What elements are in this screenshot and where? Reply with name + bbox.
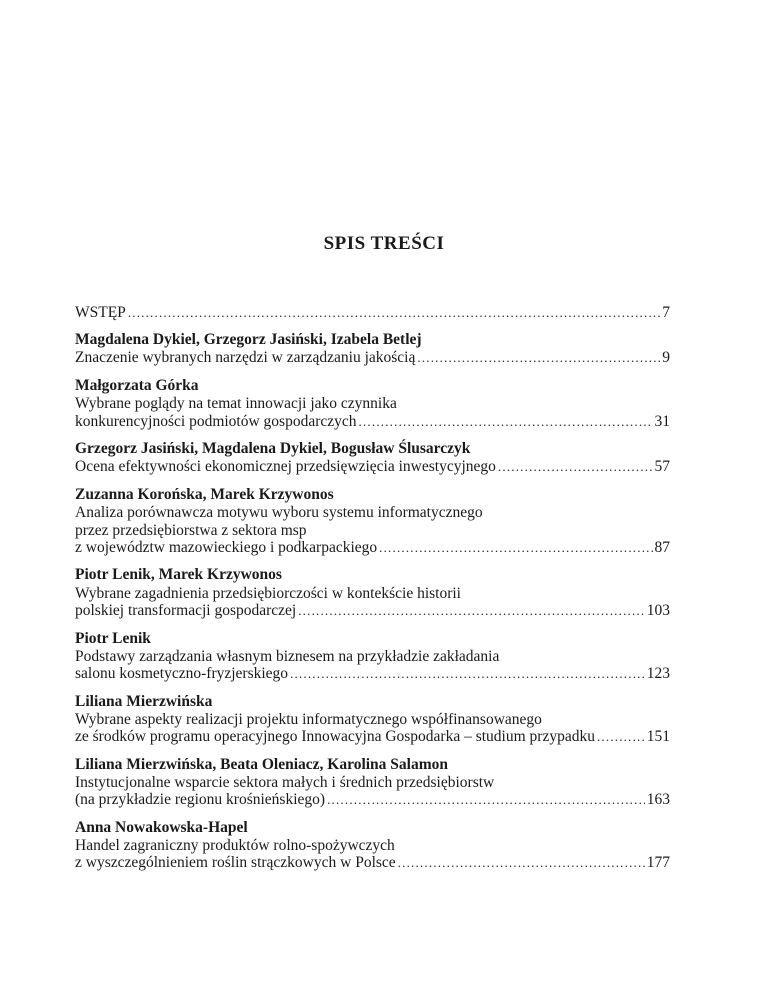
toc-entry <box>75 819 670 872</box>
toc-entry-title-line: Podstawy zarządzania własnym biznesem na przykładzie zakładania <box>75 647 500 665</box>
toc-line <box>75 854 670 871</box>
toc-entry-title-line: Instytucjonalne wsparcie sektora małych i średnich przedsiębiorstw <box>75 773 495 791</box>
toc-line <box>75 413 670 430</box>
toc-entry-title-line: salonu kosmetyczno-fryzjerskiego <box>75 664 289 682</box>
toc-entry-title-line: polskiej transformacji gospodarczej <box>75 601 297 619</box>
toc-entry-authors: Zuzanna Korońska, Marek Krzywonos <box>75 486 334 504</box>
toc-line <box>75 602 670 619</box>
toc-entry <box>75 566 670 619</box>
toc-entry-authors: Magdalena Dykiel, Grzegorz Jasiński, Izabela Betlej <box>75 331 422 349</box>
toc-line <box>75 304 670 321</box>
toc-entry-title-line: Znaczenie wybranych narzędzi w zarządzaniu jakością <box>75 349 416 367</box>
dot-leader <box>128 304 660 321</box>
toc-entry-title-line: ze środków programu operacyjnego Innowacyjna Gospodarka – studium przypadku <box>75 728 595 746</box>
toc-page-number: 57 <box>654 458 670 476</box>
toc-entry-title-line: Wybrane zagadnienia przedsiębiorczości w kontekście historii <box>75 584 461 602</box>
dot-leader <box>298 602 645 619</box>
toc-entry-title-line: Ocena efektywności ekonomicznej przedsięwzięcia inwestycyjnego <box>75 458 496 476</box>
toc-entry-title-line: konkurencyjności podmiotów gospodarczych <box>75 412 357 430</box>
toc-page-number: 103 <box>646 601 670 619</box>
dot-leader <box>597 728 645 745</box>
toc-entries <box>75 331 670 871</box>
toc-page-number: 87 <box>654 538 670 556</box>
toc-entry-authors: Liliana Mierzwińska <box>75 692 213 710</box>
toc-entry <box>75 331 670 366</box>
toc-entry-title-line: z województw mazowieckiego i podkarpackiego <box>75 538 378 556</box>
toc-line <box>75 349 670 366</box>
dot-leader <box>359 413 653 430</box>
toc-page-number: 163 <box>646 791 670 809</box>
toc-entry-title-line: przez przedsiębiorstwa z sektora msp <box>75 521 307 539</box>
toc-entry <box>75 630 670 683</box>
toc-page-number: 9 <box>662 349 670 367</box>
toc-line <box>75 458 670 475</box>
toc-entry <box>75 377 670 430</box>
toc-entry-title-line: z wyszczególnieniem roślin strączkowych w Polsce <box>75 854 396 872</box>
toc-entry <box>75 486 670 556</box>
dot-leader <box>498 458 653 475</box>
toc-entry-authors: Liliana Mierzwińska, Beata Oleniacz, Karolina Salamon <box>75 755 449 773</box>
toc-entry-title: WSTĘP <box>75 304 126 321</box>
toc-line <box>75 728 670 745</box>
toc-line <box>75 791 670 808</box>
table-of-contents <box>75 304 670 882</box>
toc-page-number: 177 <box>646 854 670 872</box>
toc-entry-intro <box>75 304 670 321</box>
toc-entry-authors: Anna Nowakowska-Hapel <box>75 818 248 836</box>
toc-entry-title-line: Analiza porównawcza motywu wyboru systemu informatycznego <box>75 504 483 522</box>
toc-entry-authors: Małgorzata Górka <box>75 377 199 395</box>
toc-entry <box>75 440 670 475</box>
toc-page-number: 7 <box>662 304 670 321</box>
toc-page-number: 31 <box>654 412 670 430</box>
toc-page-number: 123 <box>646 664 670 682</box>
page-title: SPIS TREŚCI <box>323 233 445 254</box>
dot-leader <box>290 665 645 682</box>
toc-entry <box>75 693 670 746</box>
toc-entry-authors: Piotr Lenik <box>75 629 151 647</box>
toc-entry-authors: Piotr Lenik, Marek Krzywonos <box>75 566 282 584</box>
toc-line <box>75 539 670 556</box>
dot-leader <box>398 854 645 871</box>
toc-line <box>75 665 670 682</box>
toc-entry-title-line: (na przykładzie regionu krośnieńskiego) <box>75 791 326 809</box>
dot-leader <box>417 349 660 366</box>
toc-entry-title-line: Wybrane poglądy na temat innowacji jako czynnika <box>75 395 397 413</box>
toc-entry-authors: Grzegorz Jasiński, Magdalena Dykiel, Bogusław Ślusarczyk <box>75 440 471 458</box>
dot-leader <box>327 791 645 808</box>
toc-page-number: 151 <box>646 728 670 746</box>
toc-entry-title-line: Handel zagraniczny produktów rolno-spożywczych <box>75 837 395 855</box>
toc-entry-title-line: Wybrane aspekty realizacji projektu informatycznego współfinansowanego <box>75 710 542 728</box>
toc-entry <box>75 756 670 809</box>
dot-leader <box>379 539 652 556</box>
